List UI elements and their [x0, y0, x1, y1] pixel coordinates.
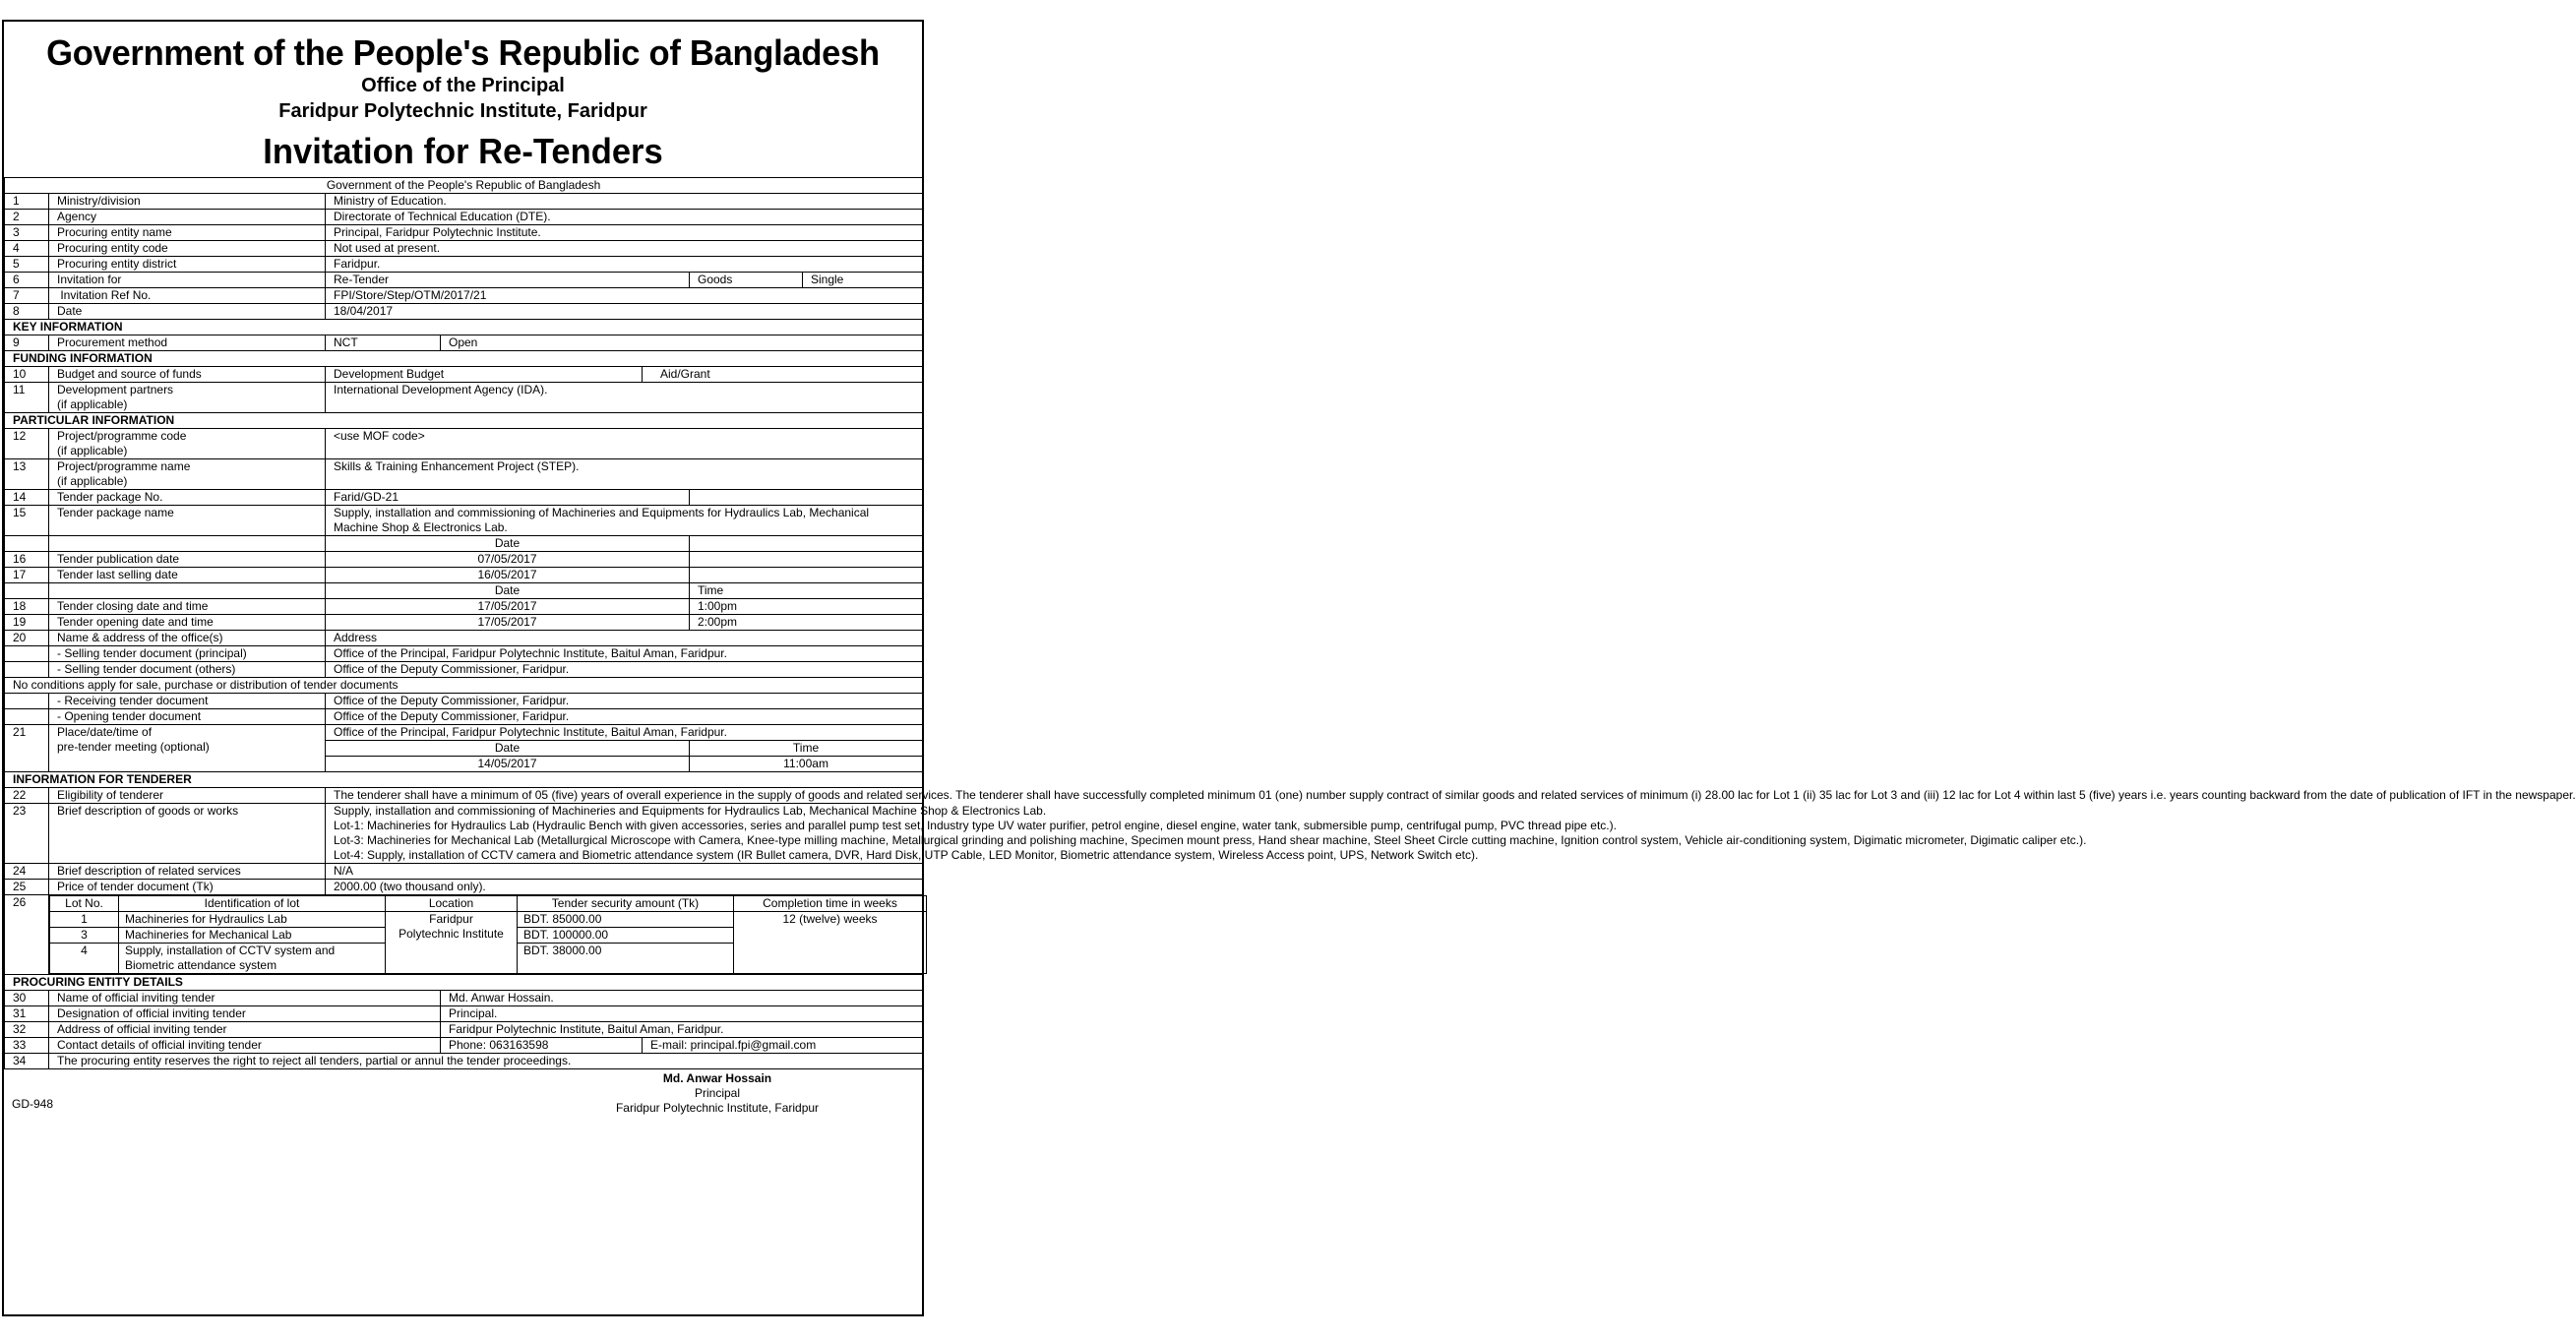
section-funding-information: FUNDING INFORMATION	[5, 351, 923, 367]
table-row: 8 Date 18/04/2017	[5, 304, 923, 320]
table-row: 2 Agency Directorate of Technical Education (DTE).	[5, 210, 923, 225]
table-row: 4 Procuring entity code Not used at present.	[5, 241, 923, 257]
section-information-for-tenderer: INFORMATION FOR TENDERER	[5, 772, 923, 788]
lot-table: Lot No. Identification of lot Location Tender security amount (Tk) Completion time in weeks 1 Machineries for Hydraulics Lab Faridpur Polytechnic Institute BDT. 85000.00 12 (twelve) weeks 3 Machineries for Mechanical Lab BDT. 100000.00 4 Supply, installation of CCTV system and Biometric attendance system BDT. 38000.00	[49, 895, 927, 974]
notice-title: Invitation for Re-Tenders	[263, 131, 663, 171]
table-row: - Selling tender document (others) Office of the Deputy Commissioner, Faridpur.	[5, 662, 923, 678]
table-row: 15 Tender package name Supply, installation and commissioning of Machineries and Equipments for Hydraulics Lab, Mechanical Machine Shop & Electronics Lab.	[5, 506, 923, 536]
table-row: 7 Invitation Ref No. FPI/Store/Step/OTM/2017/21	[5, 288, 923, 304]
table-row: 21 Place/date/time of pre-tender meeting (optional) Office of the Principal, Faridpur Polytechnic Institute, Baitul Aman, Faridpur.	[5, 725, 923, 741]
table-row: 33 Contact details of official inviting tender Phone: 063163598 E-mail: principal.fpi@gmail.com	[5, 1038, 923, 1054]
table-row: 16 Tender publication date 07/05/2017	[5, 552, 923, 568]
signatory-institute: Faridpur Polytechnic Institute, Faridpur	[615, 1101, 820, 1115]
government-heading: Government of the People's Republic of Bangladesh	[46, 32, 880, 73]
table-row: - Selling tender document (principal) Office of the Principal, Faridpur Polytechnic Institute, Baitul Aman, Faridpur.	[5, 646, 923, 662]
section-particular-information: PARTICULAR INFORMATION	[5, 413, 923, 429]
table-row: 23 Brief description of goods or works Supply, installation and commissioning of Machineries and Equipments for Hydraulics Lab, Mechanical Machine Shop & Electronics Lab. Lot-1: Machineries for Hydraulics Lab (Hydraulic Bench with given accessories, series and parallel pump test set, Industry type UV water purifier, petrol engine, diesel engine, water tank, submersible pump, centrifugal pump, PVC thread pipe etc.). Lot-3: Machineries for Mechanical Lab (Metallurgical Microscope with Camera, Knee-type milling machine, Metallurgical grinding and polishing machine, Specimen mount press, Hand shear machine, Steel Sheet Circle cutting machine, Ignition control system, Vehicle air-conditioning system, Digimatic micrometer, Digimatic caliper etc.). Lot-4: Supply, installation of CCTV camera and Biometric attendance system (IR Bullet camera, DVR, Hard Disk, UTP Cable, LED Monitor, Biometric attendance system, Wireless Access point, UPS, Network Switch etc).	[5, 804, 923, 864]
table-row: 5 Procuring entity district Faridpur.	[5, 257, 923, 273]
section-key-information: KEY INFORMATION	[5, 320, 923, 335]
table-row: - Opening tender document Office of the Deputy Commissioner, Faridpur.	[5, 709, 923, 725]
table-row: 11 Development partners (if applicable) International Development Agency (IDA).	[5, 383, 923, 413]
table-row: 25 Price of tender document (Tk) 2000.00 (two thousand only).	[5, 880, 923, 895]
table-row: 26 Lot No. Identification of lot Location Tender security amount (Tk) Completion time in weeks 1 Machineries for Hydraulics Lab Faridpur Polytechnic Institute BDT. 85000.00 12 (twelve) weeks 3 Machineries for Mechanical Lab BDT. 100000.00 4 Supply, installation of CCTV system and Biometric attendance system BDT. 38000.00	[5, 895, 923, 975]
table-row: 1 Ministry/division Ministry of Education.	[5, 194, 923, 210]
table-row: 13 Project/programme name (if applicable) Skills & Training Enhancement Project (STEP).	[5, 459, 923, 490]
institute-heading: Faridpur Polytechnic Institute, Faridpur	[278, 100, 647, 122]
lot-row: 4 Supply, installation of CCTV system and Biometric attendance system BDT. 38000.00	[50, 944, 927, 974]
tender-notice	[2, 20, 2576, 1316]
table-row: 34 The procuring entity reserves the right to reject all tenders, partial or annul the tender proceedings.	[5, 1054, 923, 1069]
table-row: 19 Tender opening date and time 17/05/2017 2:00pm	[5, 615, 923, 631]
table-row: 10 Budget and source of funds Development Budget Aid/Grant	[5, 367, 923, 383]
table-row: 14 Tender package No. Farid/GD-21	[5, 490, 923, 506]
no-conditions-note: No conditions apply for sale, purchase or distribution of tender documents	[5, 678, 923, 694]
table-row: 31 Designation of official inviting tender Principal.	[5, 1006, 923, 1022]
table-row: 6 Invitation for Re-Tender Goods Single	[5, 273, 923, 288]
signature-block	[4, 1069, 922, 1123]
table-row: - Receiving tender document Office of the Deputy Commissioner, Faridpur.	[5, 694, 923, 709]
table-row: 12 Project/programme code (if applicable) <use MOF code>	[5, 429, 923, 459]
table-row: 9 Procurement method NCT Open	[5, 335, 923, 351]
table-row: 30 Name of official inviting tender Md. Anwar Hossain.	[5, 991, 923, 1006]
table-row: 3 Procuring entity name Principal, Faridpur Polytechnic Institute.	[5, 225, 923, 241]
table-row: 22 Eligibility of tenderer The tenderer shall have a minimum of 05 (five) years of overall experience in the supply of goods and related services. The tenderer shall have successfully completed minimum 01 (one) number supply contract of similar goods and related services of minimum (i) 28.00 lac for Lot 1 (ii) 35 lac for Lot 3 and (iii) 12 lac for Lot 4 within last 5 (five) years i.e. years counting backward from the date of publication of IFT in the newspaper.	[5, 788, 923, 804]
tender-details-table: Government of the People's Republic of Bangladesh 1 Ministry/division Ministry of Education. 2 Agency Directorate of Technical Education (DTE). 3 Procuring entity name Principal, Faridpur Polytechnic Institute. 4 Procuring entity code Not used at present. 5 Procuring entity district Faridpur. 6 Invitation for Re-Tender Goods Single 7 Invitation Ref No. FPI/Store/Step/OTM/2017/21 8 Date 18/04/2017 KEY INFORMATION 9 Procurement method NCT Open FUNDING INFORMATION 10 Budget and source of funds Development Budget Aid/Grant 11 Development partners (if applicable) International Development Agency (IDA). PARTICULAR INFORMATION 12 Project/programme code (if applicable) <use MOF code> 13 Project/programme name (if applicable) Skills & Training Enhancement Project (STEP). 14 Tender package No. Farid/GD-21 15 Tender package name Supply, installation and commissioning of Machineries and Equipments for Hydraulics Lab, Mechanical Machine Shop & Electronics Lab. Date 16 Tender publication date 07/05/2017 17 Tender last selling date 16/05/2017 Date Time 18 Tender closing date and time 17/05/2017 1:00pm 19 Tender opening date and time 17/05/2017 2:00pm 20 Name & address of the office(s) Address - Selling tender document (principal) Office of the Principal, Faridpur Polytechnic Institute, Baitul Aman, Faridpur. - Selling tender document (others) Office of the Deputy Commissioner, Faridpur. No conditions apply for sale, purchase or distribution of tender documents - Receiving tender document Office of the Deputy Commissioner, Faridpur. - Opening tender document Office of the Deputy Commissioner, Faridpur. 21 Place/date/time of pre-tender meeting (optional) Office of the Principal, Faridpur Polytechnic Institute, Baitul Aman, Faridpur. Date Time 14/05/2017 11:00am INFORMATION FOR TENDERER 22 Eligibility of tenderer The tenderer shall have a minimum of 05 (five) years of overall experience in the supply of goods and related services. The tenderer shall have successfully completed minimum 01 (one) number supply contract of similar goods and related services of minimum (i) 28.00 lac for Lot 1 (ii) 35 lac for Lot 3 and (iii) 12 lac for Lot 4 within last 5 (five) years i.e. years counting backward from the date of publication of IFT in the newspaper. 23 Brief description of goods or works Supply, installation and commissioning of Machineries and Equipments for Hydraulics Lab, Mechanical Machine Shop & Electronics Lab. Lot-1: Machineries for Hydraulics Lab (Hydraulic Bench with given accessories, series and parallel pump test set, Industry type UV water purifier, petrol engine, diesel engine, water tank, submersible pump, centrifugal pump, PVC thread pipe etc.). Lot-3: Machineries for Mechanical Lab (Metallurgical Microscope with Camera, Knee-type milling machine, Metallurgical grinding and polishing machine, Specimen mount press, Hand shear machine, Steel Sheet Circle cutting machine, Ignition control system, Vehicle air-conditioning system, Digimatic micrometer, Digimatic caliper etc.). Lot-4: Supply, installation of CCTV camera and Biometric attendance system (IR Bullet camera, DVR, Hard Disk, UTP Cable, LED Monitor, Biometric attendance system, Wireless Access point, UPS, Network Switch etc). 24 Brief description of related services N/A 25 Price of tender document (Tk) 2000.00 (two thousand only). 26 Lot No. Identification of lot Location Tender security amount (Tk) Completion time in weeks 1 Machineries for Hydraulics Lab Faridpur Polytechnic Institute BDT. 85000.00 12 (twelve) weeks 3 Machineries for Mechanical Lab BDT. 100000.00 4 Supply, installation of CCTV system and Biometric attendance system BDT. 38000.00 PROCURING ENTITY DETAILS 30 Name of official inviting tender Md. Anwar Hossain. 31 Designation of official inviting tender Principal. 32 Address of official inviting tender Faridpur Polytechnic Institute, Baitul Aman, Faridpur. 33 Contact details of official inviting tender Phone: 063163598 E-mail: principal.fpi@gmail.com 34 The procuring entity reserves the right to reject all tenders, partial or annul the tender proceedings.	[4, 177, 923, 1069]
lot-row: 1 Machineries for Hydraulics Lab Faridpur Polytechnic Institute BDT. 85000.00 12 (twelve) weeks	[50, 912, 927, 928]
signatory-title: Principal	[694, 1086, 741, 1100]
table-row: 32 Address of official inviting tender Faridpur Polytechnic Institute, Baitul Aman, Faridpur.	[5, 1022, 923, 1038]
document-code: GD-948	[12, 1097, 54, 1111]
table-row: 20 Name & address of the office(s) Address	[5, 631, 923, 646]
signatory-name: Md. Anwar Hossain	[662, 1071, 772, 1085]
table-row: 17 Tender last selling date 16/05/2017	[5, 568, 923, 583]
table-title: Government of the People's Republic of Bangladesh	[5, 178, 923, 194]
table-row: 24 Brief description of related services N/A	[5, 864, 923, 880]
office-heading: Office of the Principal	[361, 75, 565, 96]
section-procuring-entity-details: PROCURING ENTITY DETAILS	[5, 975, 923, 991]
lot-row: 3 Machineries for Mechanical Lab BDT. 100000.00	[50, 928, 927, 944]
table-row: 18 Tender closing date and time 17/05/2017 1:00pm	[5, 599, 923, 615]
